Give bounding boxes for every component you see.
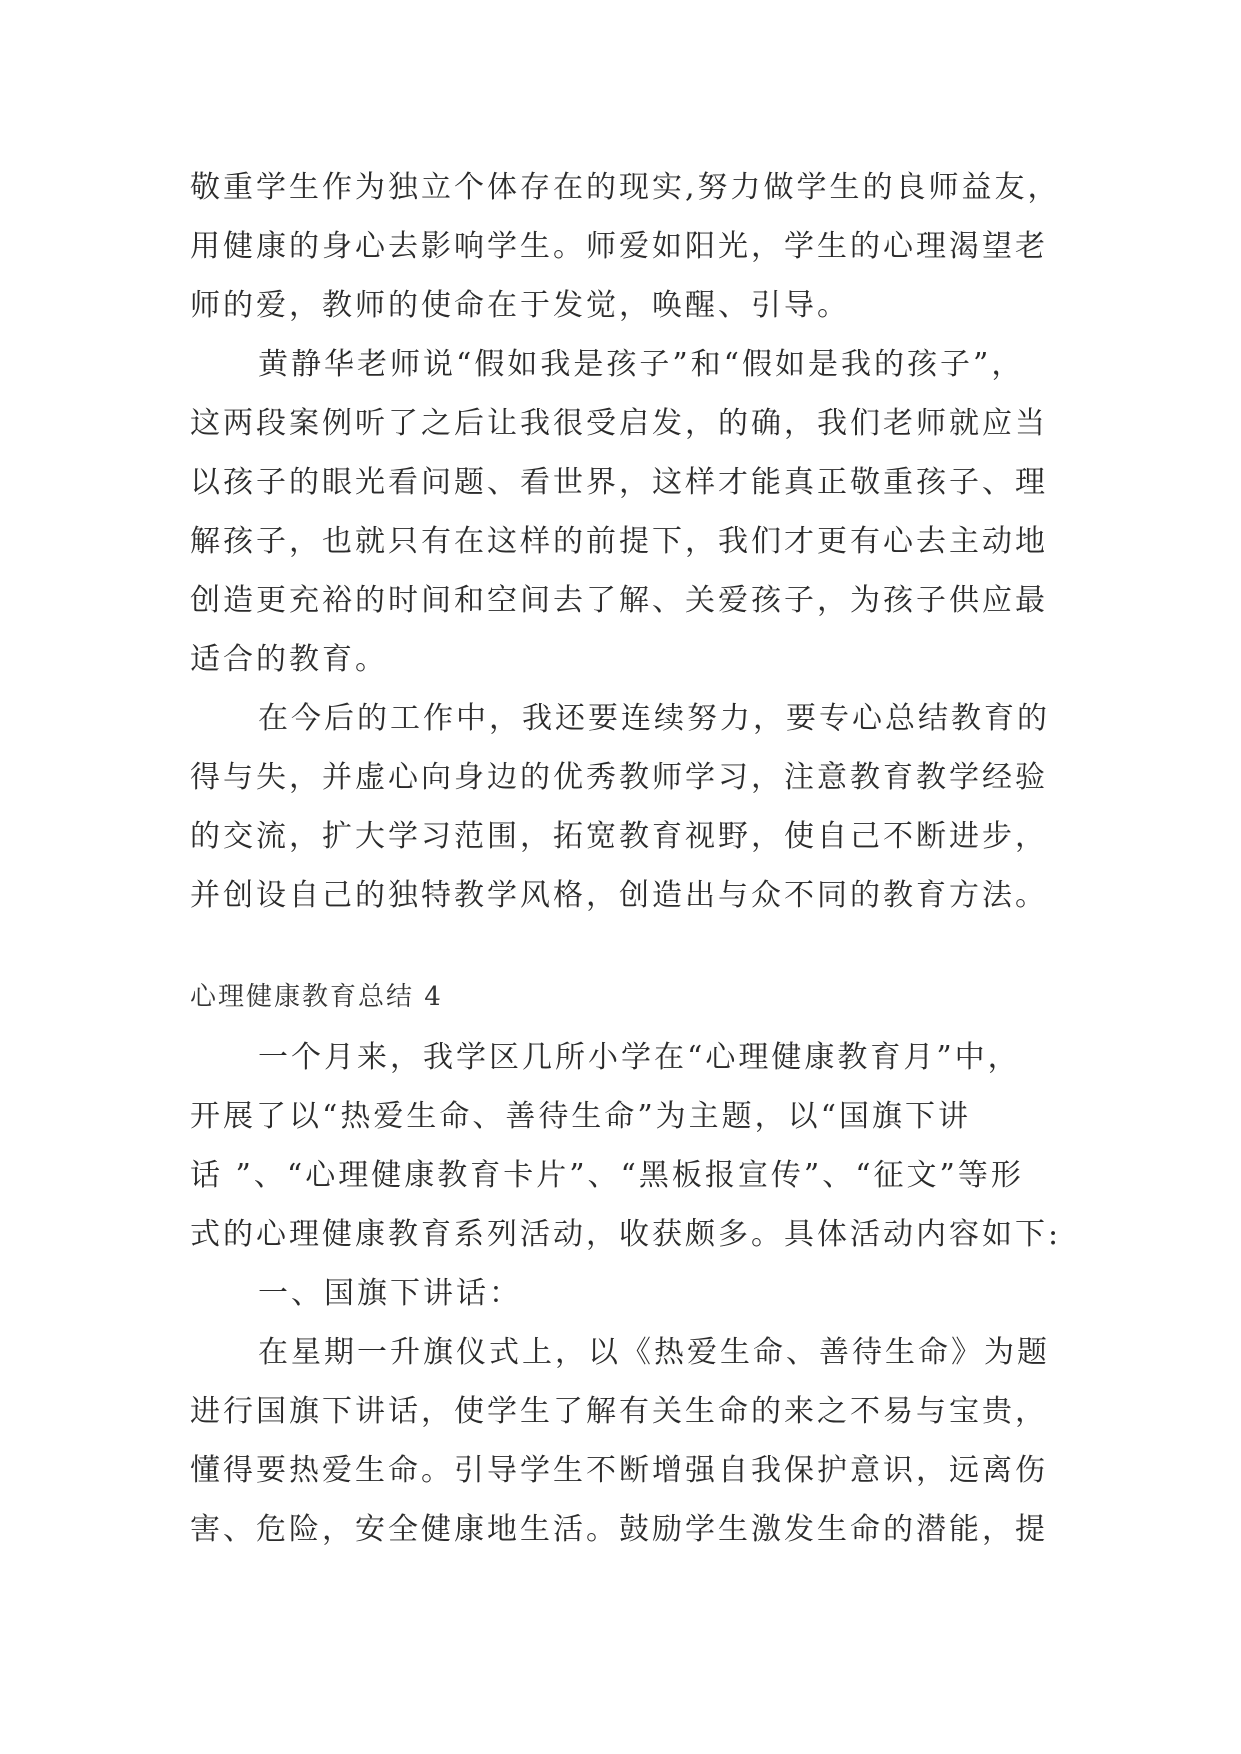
body-text-line: 敬重学生作为独立个体存在的现实,努力做学生的良师益友， xyxy=(190,170,1061,205)
body-text-line: 并创设自己的独特教学风格，创造出与众不同的教育方法。 xyxy=(190,878,1048,913)
body-text-line: 的交流，扩大学习范围，拓宽教育视野，使自己不断进步， xyxy=(190,819,1048,854)
body-text-line: 开展了以“热爱生命、善待生命”为主题，以“国旗下讲 xyxy=(190,1099,972,1134)
body-text-line: 害、危险，安全健康地生活。鼓励学生激发生命的潜能，提 xyxy=(190,1512,1048,1547)
body-text-line: 一个月来，我学区几所小学在“心理健康教育月”中， xyxy=(258,1040,1021,1075)
body-text-line: 懂得要热爱生命。引导学生不断增强自我保护意识，远离伤 xyxy=(190,1453,1048,1488)
body-text-line: 用健康的身心去影响学生。师爱如阳光，学生的心理渴望老 xyxy=(190,229,1048,264)
body-text-line: 黄静华老师说“假如我是孩子”和“假如是我的孩子”， xyxy=(258,347,1025,382)
body-text-line: 式的心理健康教育系列活动，收获颇多。具体活动内容如下: xyxy=(190,1217,1062,1252)
body-text-line: 得与失，并虚心向身边的优秀教师学习，注意教育教学经验 xyxy=(190,760,1048,795)
body-text-line: 这两段案例听了之后让我很受启发，的确，我们老师就应当 xyxy=(190,406,1048,441)
body-text-line: 适合的教育。 xyxy=(190,642,388,677)
body-text-line: 进行国旗下讲话，使学生了解有关生命的来之不易与宝贵， xyxy=(190,1394,1048,1429)
body-text-line: 师的爱，教师的使命在于发觉，唤醒、引导。 xyxy=(190,288,850,323)
body-text-line: 在星期一升旗仪式上，以《热爱生命、善待生命》为题 xyxy=(258,1335,1050,1370)
body-text-line: 在今后的工作中，我还要连续努力，要专心总结教育的 xyxy=(258,701,1050,736)
body-text-line: 创造更充裕的时间和空间去了解、关爱孩子，为孩子供应最 xyxy=(190,583,1048,618)
subheading: 一、国旗下讲话： xyxy=(258,1276,522,1311)
body-text-line: 解孩子，也就只有在这样的前提下，我们才更有心去主动地 xyxy=(190,524,1048,559)
section-title: 心理健康教育总结 4 xyxy=(190,982,443,1012)
body-text-line: 以孩子的眼光看问题、看世界，这样才能真正敬重孩子、理 xyxy=(190,465,1048,500)
body-text-line: 话 ”、“心理健康教育卡片”、“黑板报宣传”、“征文”等形 xyxy=(190,1158,1024,1193)
